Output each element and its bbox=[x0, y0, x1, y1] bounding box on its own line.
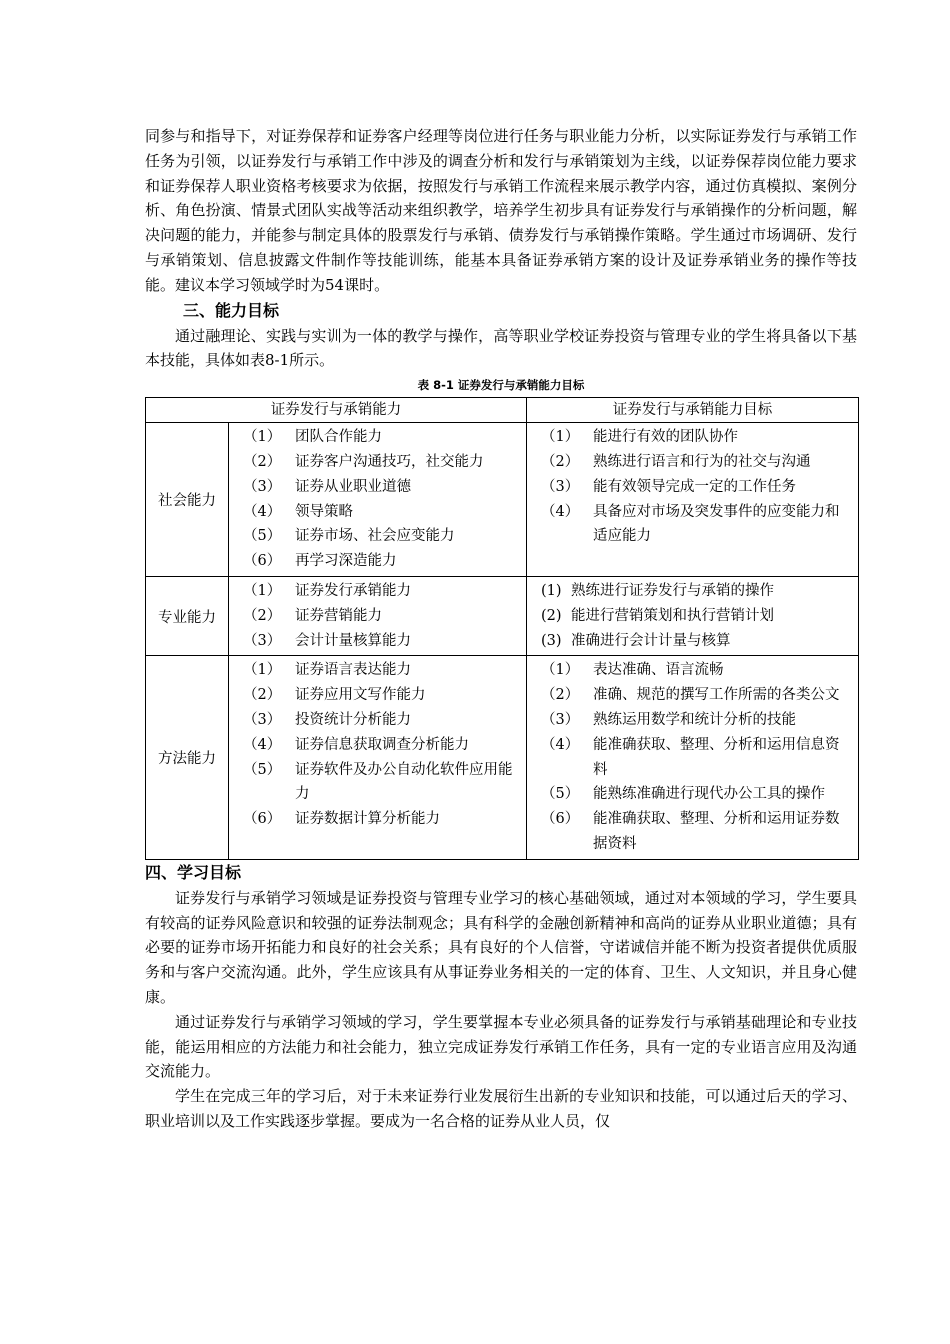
item-text: 证券软件及办公自动化软件应用能力 bbox=[295, 761, 513, 803]
category-cell: 方法能力 bbox=[146, 656, 229, 859]
list-item bbox=[229, 579, 526, 604]
item-text: 证券营销能力 bbox=[295, 607, 382, 624]
item-num: （1） bbox=[243, 662, 282, 679]
section-4-heading: 四、学习目标 bbox=[145, 862, 242, 882]
item-num: （1） bbox=[541, 662, 580, 679]
ability-table bbox=[145, 397, 859, 860]
list-item bbox=[229, 758, 526, 808]
table-row-professional bbox=[146, 576, 859, 655]
item-num: （4） bbox=[243, 736, 282, 753]
item-num: （6） bbox=[243, 811, 282, 828]
section-3-heading: 三、能力目标 bbox=[183, 300, 280, 320]
item-text: 证券语言表达能力 bbox=[295, 662, 411, 679]
category-cell: 社会能力 bbox=[146, 423, 229, 577]
item-text: 领导策略 bbox=[295, 503, 353, 520]
list-item bbox=[527, 604, 858, 629]
category-cell: 专业能力 bbox=[146, 576, 229, 655]
right-cell bbox=[527, 423, 859, 577]
list-item bbox=[229, 629, 526, 654]
list-item bbox=[527, 782, 858, 807]
item-text: 证券应用文写作能力 bbox=[295, 687, 426, 704]
intro-paragraph: 同参与和指导下，对证券保荐和证券客户经理等岗位进行任务与职业能力分析，以实际证券发行与承销工作任务为引领，以证券发行与承销工作中涉及的调查分析和发行与承销策划为主线，以证券保荐岗位能力要求和证券保荐人职业资格考核要求为依据，按照发行与承销工作流程来展示教学内容，通过仿真模拟、案例分析、角色扮演、情景式团队实战等活动来组织教学，培养学生初步具有证券发行与承销操作的分析问题，解决问题的能力，并能参与制定具体的股票发行与承销、债券发行与承销操作策略。学生通过市场调研、发行与承销策划、信息披露文件制作等技能训练，能基本具备证券承销方案的设计及证券承销业务的操作等技能。建议本学习领域学时为54课时。 bbox=[145, 127, 857, 294]
left-cell bbox=[229, 423, 527, 577]
item-num: （2） bbox=[541, 453, 580, 470]
list-item bbox=[527, 733, 858, 783]
table-row-method bbox=[146, 656, 859, 859]
section-4-paragraph-2: 通过证券发行与承销学习领域的学习，学生要掌握本专业必须具备的证券发行与承销基础理论和专业技能，能运用相应的方法能力和社会能力，独立完成证券发行承销工作任务，具有一定的专业语言应用及沟通交流能力。 bbox=[145, 1012, 857, 1081]
item-text: 熟练运用数学和统计分析的技能 bbox=[593, 711, 796, 728]
table-row-social bbox=[146, 423, 859, 577]
item-num: （2） bbox=[243, 687, 282, 704]
list-item bbox=[229, 524, 526, 549]
left-cell bbox=[229, 656, 527, 859]
list-item bbox=[527, 629, 858, 654]
item-num: (2) bbox=[541, 607, 562, 624]
item-num: (3) bbox=[541, 632, 562, 649]
item-num: （3） bbox=[243, 478, 282, 495]
item-num: （2） bbox=[243, 453, 282, 470]
item-text: 证券从业职业道德 bbox=[295, 478, 411, 495]
item-text: 能进行营销策划和执行营销计划 bbox=[571, 607, 774, 624]
list-item bbox=[229, 450, 526, 475]
list-item bbox=[229, 425, 526, 450]
item-text: 再学习深造能力 bbox=[295, 553, 397, 570]
section-4-paragraph-3: 学生在完成三年的学习后，对于未来证券行业发展衍生出新的专业知识和技能，可以通过后天的学习、职业培训以及工作实践逐步掌握。要成为一名合格的证券从业人员，仅 bbox=[145, 1087, 857, 1130]
item-num: （3） bbox=[243, 711, 282, 728]
item-text: 准确、规范的撰写工作所需的各类公文 bbox=[593, 687, 840, 704]
item-text: 团队合作能力 bbox=[295, 429, 382, 446]
list-item bbox=[527, 450, 858, 475]
table-header-row bbox=[146, 398, 859, 423]
ability-list bbox=[229, 423, 526, 576]
list-item bbox=[527, 807, 858, 857]
item-text: 证券数据计算分析能力 bbox=[295, 811, 440, 828]
list-item bbox=[527, 658, 858, 683]
item-text: 能有效领导完成一定的工作任务 bbox=[593, 478, 796, 495]
item-text: 证券信息获取调查分析能力 bbox=[295, 736, 469, 753]
item-num: （4） bbox=[541, 503, 580, 520]
item-num: （1） bbox=[243, 582, 282, 599]
section-3-paragraph: 通过融理论、实践与实训为一体的教学与操作，高等职业学校证券投资与管理专业的学生将具备以下基本技能，具体如表8-1所示。 bbox=[145, 326, 857, 370]
list-item bbox=[229, 549, 526, 574]
item-num: （3） bbox=[541, 711, 580, 728]
item-num: （5） bbox=[243, 761, 282, 778]
list-item bbox=[527, 425, 858, 450]
list-item bbox=[527, 683, 858, 708]
goal-list bbox=[527, 577, 858, 655]
item-text: 证券市场、社会应变能力 bbox=[295, 528, 455, 545]
item-text: 能进行有效的团队协作 bbox=[593, 429, 738, 446]
right-cell bbox=[527, 656, 859, 859]
left-cell bbox=[229, 576, 527, 655]
list-item bbox=[229, 658, 526, 683]
item-num: （1） bbox=[243, 429, 282, 446]
table-caption: 表 8-1 证券发行与承销能力目标 bbox=[417, 378, 585, 393]
item-text: 能准确获取、整理、分析和运用信息资料 bbox=[593, 736, 840, 778]
right-cell bbox=[527, 576, 859, 655]
list-item bbox=[527, 708, 858, 733]
ability-list bbox=[229, 656, 526, 834]
item-num: （1） bbox=[541, 429, 580, 446]
list-item bbox=[229, 708, 526, 733]
item-text: 熟练进行证券发行与承销的操作 bbox=[571, 582, 774, 599]
item-text: 投资统计分析能力 bbox=[295, 711, 411, 728]
list-item bbox=[527, 579, 858, 604]
document-page bbox=[145, 124, 857, 1134]
goal-list bbox=[527, 423, 858, 551]
header-left: 证券发行与承销能力 bbox=[146, 398, 527, 423]
list-item bbox=[229, 683, 526, 708]
list-item bbox=[527, 500, 858, 550]
list-item bbox=[229, 475, 526, 500]
list-item bbox=[229, 807, 526, 832]
item-num: （2） bbox=[541, 687, 580, 704]
item-num: (1) bbox=[541, 582, 562, 599]
item-text: 证券客户沟通技巧，社交能力 bbox=[295, 453, 484, 470]
item-text: 熟练进行语言和行为的社交与沟通 bbox=[593, 453, 811, 470]
ability-list bbox=[229, 577, 526, 655]
item-num: （4） bbox=[243, 503, 282, 520]
item-text: 表达准确、语言流畅 bbox=[593, 662, 724, 679]
item-text: 能熟练准确进行现代办公工具的操作 bbox=[593, 786, 825, 803]
goal-list bbox=[527, 656, 858, 858]
header-right: 证券发行与承销能力目标 bbox=[527, 398, 859, 423]
item-num: （2） bbox=[243, 607, 282, 624]
item-num: （5） bbox=[541, 786, 580, 803]
item-num: （3） bbox=[243, 632, 282, 649]
item-text: 会计计量核算能力 bbox=[295, 632, 411, 649]
item-num: （4） bbox=[541, 736, 580, 753]
item-text: 具备应对市场及突发事件的应变能力和适应能力 bbox=[593, 503, 840, 545]
list-item bbox=[229, 604, 526, 629]
list-item bbox=[229, 500, 526, 525]
item-text: 准确进行会计计量与核算 bbox=[571, 632, 731, 649]
list-item bbox=[229, 733, 526, 758]
section-4-paragraph-1: 证券发行与承销学习领域是证券投资与管理专业学习的核心基础领域，通过对本领域的学习，学生要具有较高的证券风险意识和较强的证券法制观念；具有科学的金融创新精神和高尚的证券从业职业道德；具有必要的证券市场开拓能力和良好的社会关系；具有良好的个人信誉，守诺诚信并能不断为投资者提供优质服务和与客户交流沟通。此外，学生应该具有从事证券业务相关的一定的体育、卫生、人文知识，并且身心健康。 bbox=[145, 888, 857, 1006]
item-num: （6） bbox=[243, 553, 282, 570]
item-num: （3） bbox=[541, 478, 580, 495]
item-num: （6） bbox=[541, 811, 580, 828]
item-num: （5） bbox=[243, 528, 282, 545]
item-text: 能准确获取、整理、分析和运用证券数据资料 bbox=[593, 811, 840, 852]
list-item bbox=[527, 475, 858, 500]
item-text: 证券发行承销能力 bbox=[295, 582, 411, 599]
